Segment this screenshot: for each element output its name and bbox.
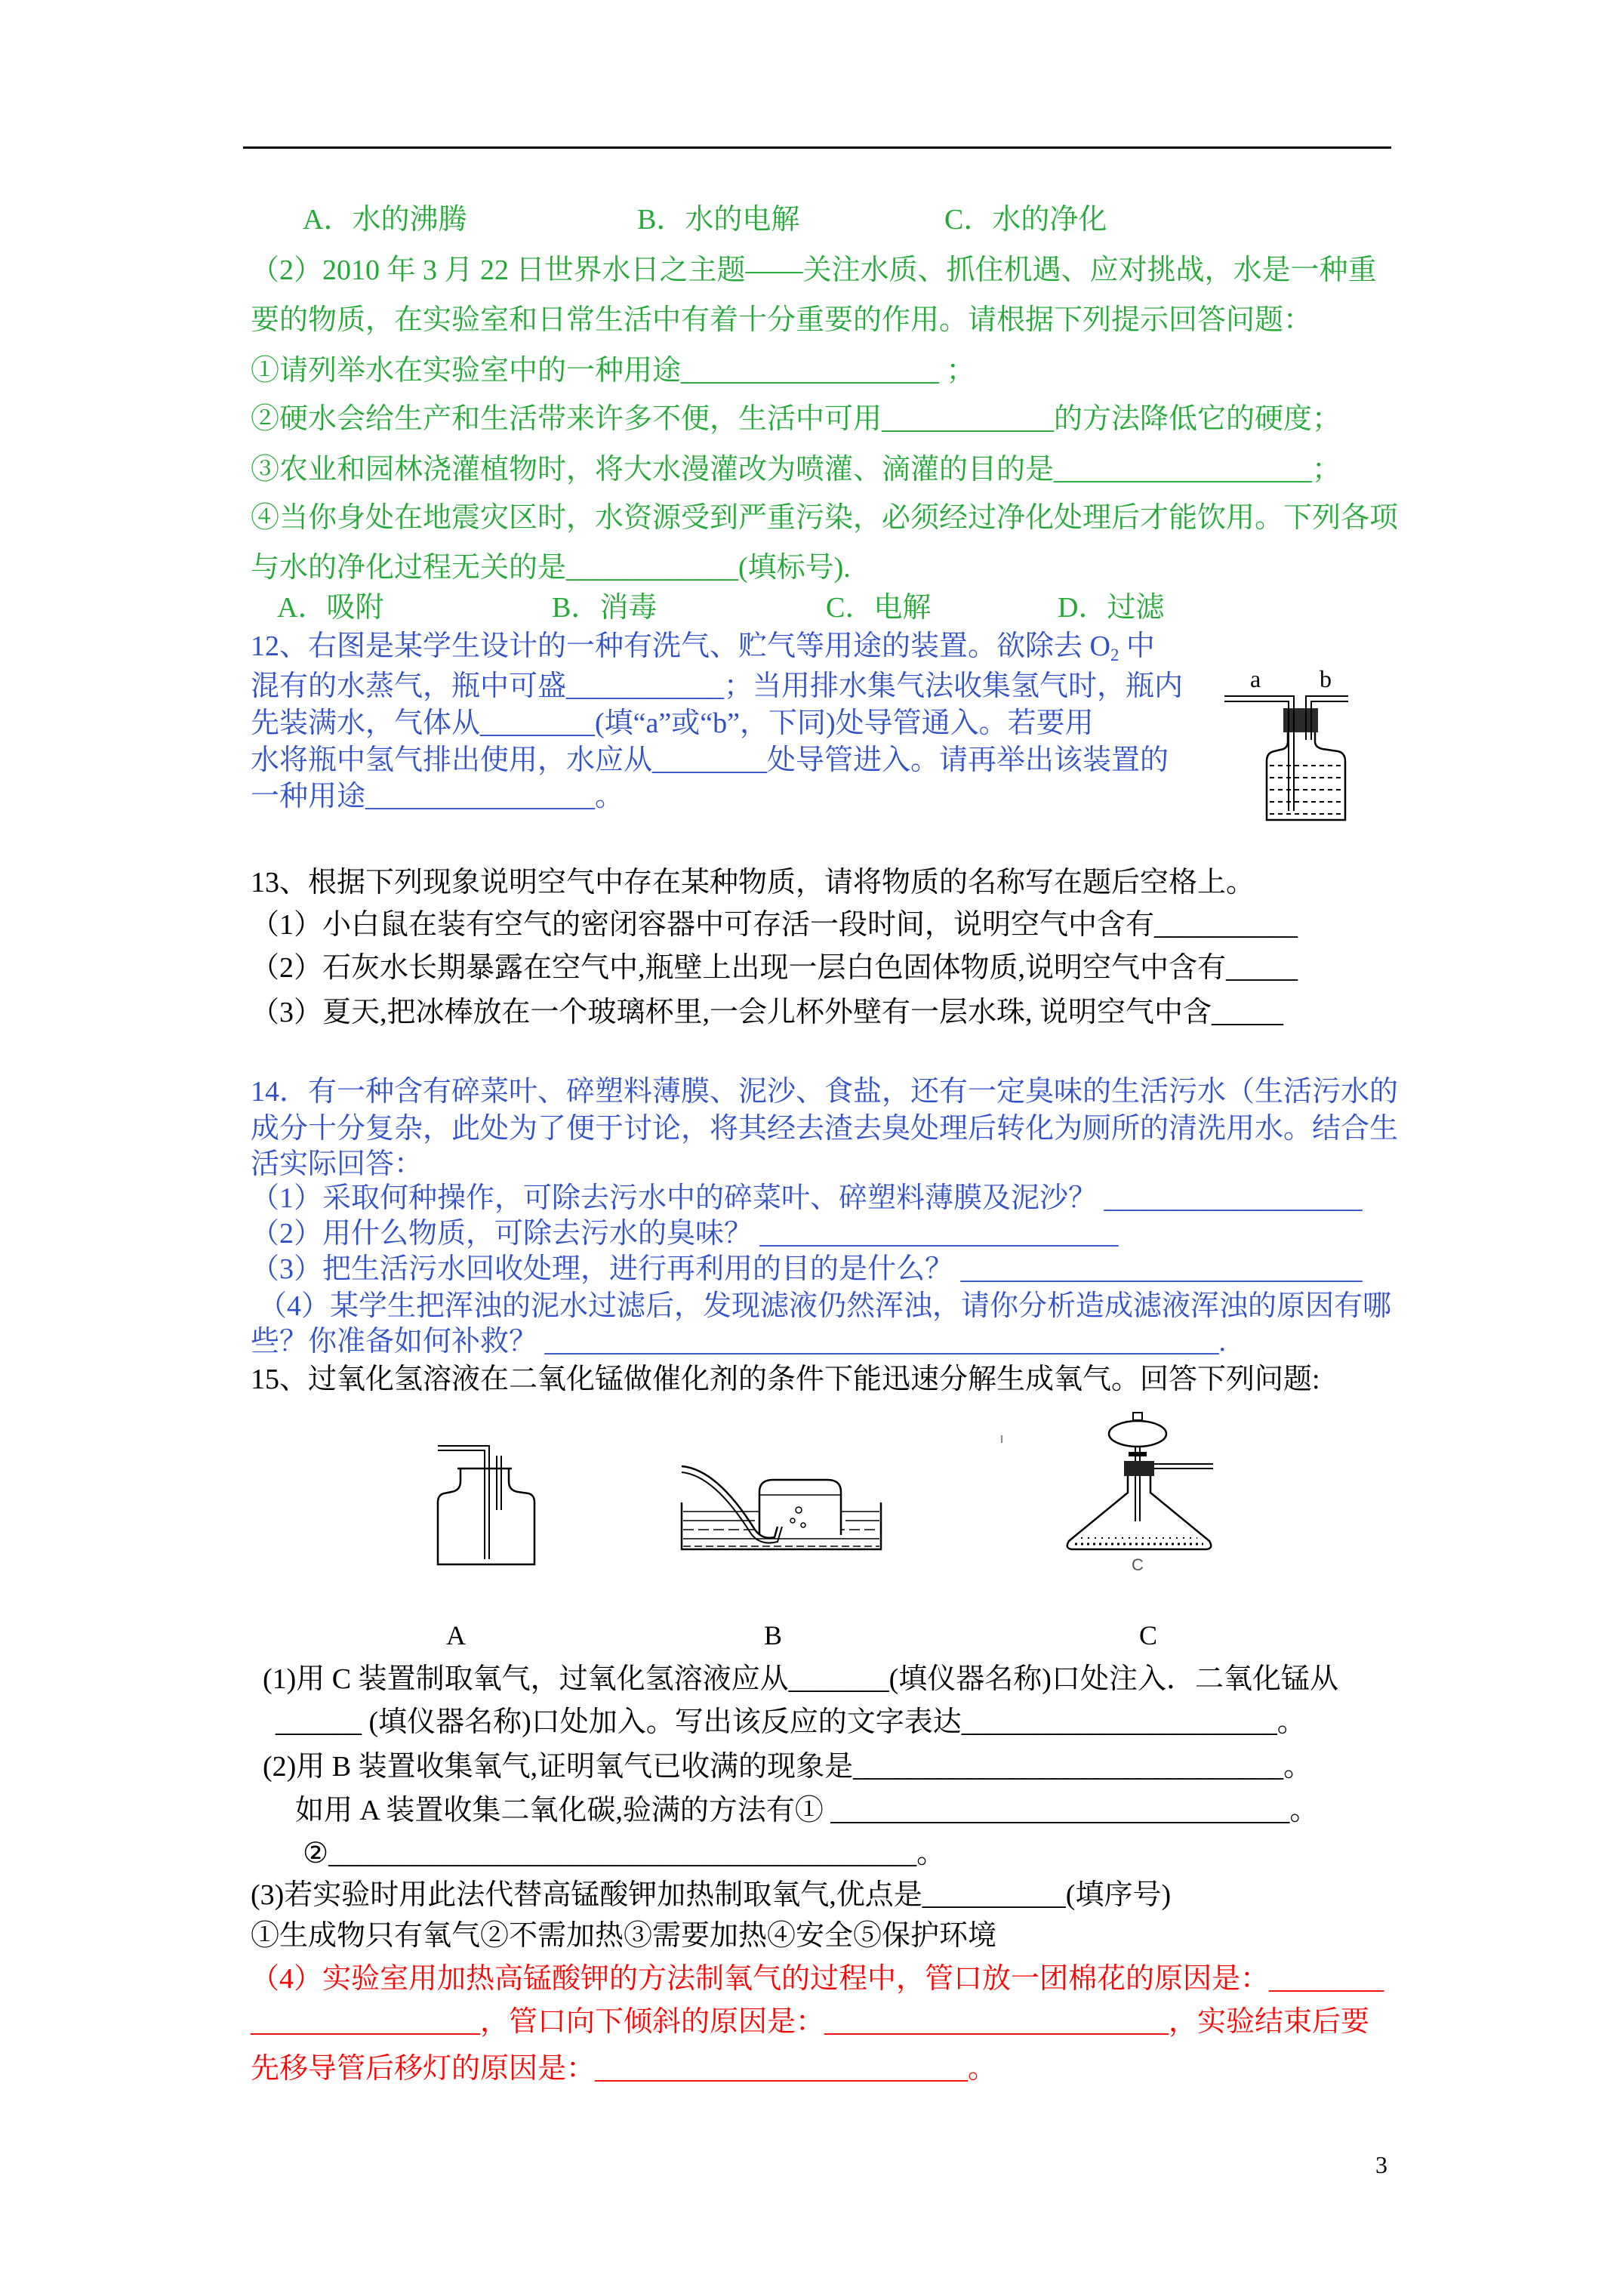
question-line: (1)用 C 装置制取氧气，过氧化氢溶液应从_______(填仪器名称)口处注入．二氧化锰从 (263, 1663, 1338, 1695)
water (1270, 766, 1342, 814)
question-text: 中 (1119, 630, 1155, 662)
figure-label-c: C (1138, 1620, 1157, 1650)
water-trough-figure-b (672, 1457, 891, 1555)
choice-option: C．电解 (826, 592, 932, 624)
tube-label-a: a (1250, 665, 1261, 692)
question-text: 12、右图是某学生设计的一种有洗气、贮气等用途的装置。欲除去 O (251, 630, 1110, 662)
page-number: 3 (1375, 2151, 1387, 2178)
question-line: 先移导管后移灯的原因是：__________________________。 (251, 2053, 997, 2085)
question-line: 一种用途________________。 (251, 781, 624, 812)
question-line: (2)用 B 装置收集氧气,证明氧气已收满的现象是______________________________。 (263, 1751, 1313, 1783)
question-line: 与水的净化过程无关的是____________(填标号). (251, 552, 851, 584)
question-line: 混有的水蒸气，瓶中可盛___________；当用排水集气法收集氢气时，瓶内 (251, 670, 1184, 702)
question-line: ①生成物只有氧气②不需加热③需要加热④安全⑤保护环境 (251, 1920, 997, 1952)
question-line: 如用 A 装置收集二氧化碳,验满的方法有① ________________________________。 (295, 1795, 1319, 1826)
question-line: 先装满水，气体从________(填“a”或“b”，下同)处导管通入。若要用 (251, 707, 1094, 739)
question-line: 13、根据下列现象说明空气中存在某种物质，请将物质的名称写在题后空格上。 (251, 867, 1255, 898)
bottle (1267, 732, 1345, 820)
gas-bottle-figure-a (430, 1435, 544, 1574)
question-line: 成分十分复杂，此处为了便于讨论，将其经去渣去臭处理后转化为厕所的清洗用水。结合生 (251, 1113, 1399, 1145)
choice-option: A．水的沸腾 (303, 204, 467, 236)
question-line: ②硬水会给生产和生活带来许多不便，生活中可用____________的方法降低它的硬度； (251, 403, 1341, 435)
choice-option: D．过滤 (1058, 592, 1165, 624)
choice-option: B．消毒 (552, 592, 658, 624)
question-line: （2）用什么物质，可除去污水的臭味？ _________________________ (251, 1218, 1119, 1250)
question-line: ①请列举水在实验室中的一种用途__________________ ； (251, 355, 975, 387)
question-line: （1）小白鼠在装有空气的密闭容器中可存活一段时间，说明空气中含有__________ (251, 909, 1298, 941)
question-line: 15、过氧化氢溶液在二氧化锰做催化剂的条件下能迅速分解生成氧气。回答下列问题: (251, 1364, 1320, 1395)
question-line: （1）采取何种操作，可除去污水中的碎菜叶、碎塑料薄膜及泥沙？ __________________ (251, 1182, 1363, 1214)
choice-option: A．吸附 (277, 592, 384, 624)
choice-option: B．水的电解 (637, 204, 800, 236)
question-line: (3)若实验时用此法代替高锰酸钾加热制取氧气,优点是__________(填序号) (251, 1879, 1172, 1911)
choice-option: C．水的净化 (944, 204, 1107, 236)
question-line: （2）2010 年 3 月 22 日世界水日之主题——关注水质、抓住机遇、应对挑战，水是一种重 (251, 254, 1377, 286)
question-line: ④当你身处在地震灾区时，水资源受到严重污染，必须经过净化处理后才能饮用。下列各项 (251, 502, 1399, 534)
question-line: ②_________________________________________。 (303, 1838, 946, 1869)
subscript: 2 (1110, 645, 1119, 664)
question-line: 些？你准备如何补救？ _______________________________________________. (251, 1326, 1227, 1358)
question-line: 要的物质，在实验室和日常生活中有着十分重要的作用。请根据下列提示回答问题： (251, 304, 1313, 336)
header-rule (243, 146, 1391, 149)
tube-label-b: b (1320, 665, 1332, 692)
question-line: ______ (填仪器名称)口处加入。写出该反应的文字表达______________________。 (276, 1706, 1306, 1738)
question-line: （3）夏天,把冰棒放在一个玻璃杯里,一会儿杯外壁有一层水珠, 说明空气中含_____ (251, 997, 1284, 1028)
question-line (251, 630, 1155, 663)
question-line: （2）石灰水长期暴露在空气中,瓶壁上出现一层白色固体物质,说明空气中含有_____ (251, 952, 1298, 984)
figure-c-mark: C (1132, 1555, 1144, 1574)
question-line: ③农业和园林浇灌植物时，将大水漫灌改为喷灌、滴灌的目的是__________________； (251, 454, 1341, 485)
question-line: 活实际回答： (251, 1148, 423, 1180)
figure-label-a: A (446, 1620, 466, 1650)
gas-washing-bottle-figure (1208, 649, 1366, 831)
flask-funnel-figure-c (996, 1408, 1223, 1582)
figure-label-b: B (763, 1620, 782, 1650)
question-line: ________________，管口向下倾斜的原因是：________________________，实验结束后要 (251, 2006, 1370, 2038)
question-line: 水将瓶中氢气排出使用，水应从________处导管进入。请再举出该装置的 (251, 744, 1169, 776)
question-line: （4）某学生把浑浊的泥水过滤后，发现滤液仍然浑浊，请你分析造成滤液浑浊的原因有哪 (258, 1290, 1392, 1322)
question-line: （3）把生活污水回收处理，进行再利用的目的是什么？ ____________________________ (251, 1253, 1363, 1285)
question-line: 14．有一种含有碎菜叶、碎塑料薄膜、泥沙、食盐，还有一定臭味的生活污水（生活污水的 (251, 1076, 1399, 1108)
question-line: （4）实验室用加热高锰酸钾的方法制氧气的过程中，管口放一团棉花的原因是：________ (251, 1963, 1384, 1995)
